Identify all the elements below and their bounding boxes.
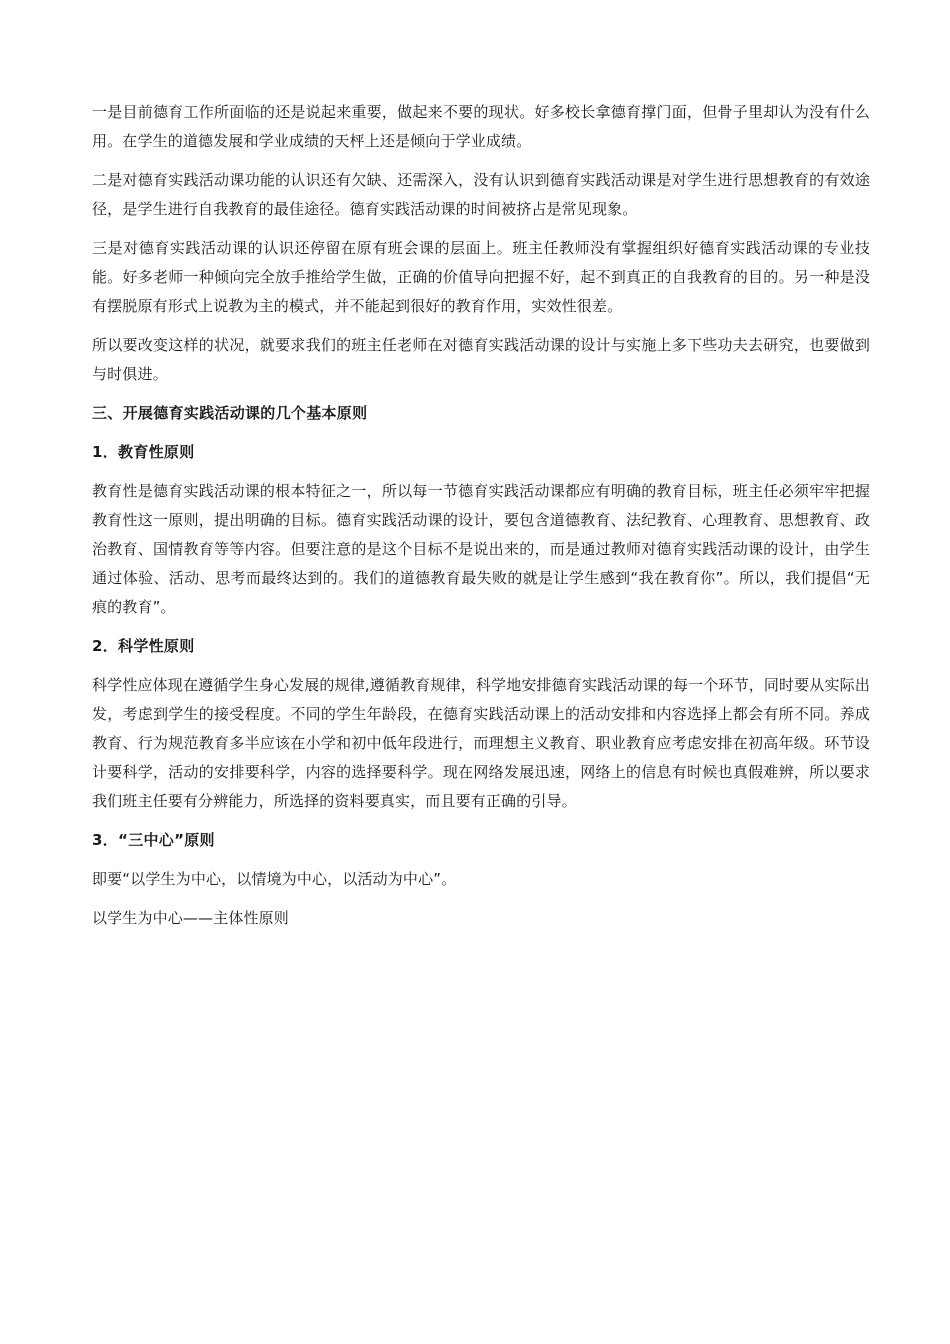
paragraph-5: 教育性是德育实践活动课的根本特征之一，所以每一节德育实践活动课都应有明确的教育目标，班主任必须牢牢把握教育性这一原则，提出明确的目标。德育实践活动课的设计，要包含道德教育、法纪教育、心理教育、思想教育、政治教育、国情教育等等内容。但要注意的是这个目标不是说出来的，而是通过教师对德育实践活动课的设计，由学生通过体验、活动、思考而最终达到的。我们的道德教育最失败的就是让学生感到“我在教育你”。所以，我们提倡“无痕的教育”。: [92, 482, 870, 616]
subheading-3: 3．“三中心”原则: [92, 831, 215, 849]
document-page: [92, 98, 870, 943]
paragraph-8: 以学生为中心——主体性原则: [92, 909, 289, 927]
paragraph-1: 一是目前德育工作所面临的还是说起来重要，做起来不要的现状。好多校长拿德育撑门面，但骨子里却认为没有什么用。在学生的道德发展和学业成绩的天枰上还是倾向于学业成绩。: [92, 103, 870, 150]
section-heading: 三、开展德育实践活动课的几个基本原则: [92, 404, 368, 422]
paragraph-2: 二是对德育实践活动课功能的认识还有欠缺、还需深入，没有认识到德育实践活动课是对学生进行思想教育的有效途径，是学生进行自我教育的最佳途径。德育实践活动课的时间被挤占是常见现象。: [92, 171, 870, 218]
subheading-1: 1．教育性原则: [92, 443, 195, 461]
paragraph-7: 即要“以学生为中心，以情境为中心，以活动为中心”。: [92, 870, 457, 888]
paragraph-3: 三是对德育实践活动课的认识还停留在原有班会课的层面上。班主任教师没有掌握组织好德育实践活动课的专业技能。好多老师一种倾向完全放手推给学生做，正确的价值导向把握不好，起不到真正的自我教育的目的。另一种是没有摆脱原有形式上说教为主的模式，并不能起到很好的教育作用，实效性很差。: [92, 239, 870, 315]
paragraph-6: 科学性应体现在遵循学生身心发展的规律,遵循教育规律，科学地安排德育实践活动课的每一个环节，同时要从实际出发，考虑到学生的接受程度。不同的学生年龄段，在德育实践活动课上的活动安排和内容选择上都会有所不同。养成教育、行为规范教育多半应该在小学和初中低年段进行，而理想主义教育、职业教育应考虑安排在初高年级。环节设计要科学，活动的安排要科学，内容的选择要科学。现在网络发展迅速，网络上的信息有时候也真假难辨，所以要求我们班主任要有分辨能力，所选择的资料要真实，而且要有正确的引导。: [92, 676, 870, 810]
paragraph-4: 所以要改变这样的状况，就要求我们的班主任老师在对德育实践活动课的设计与实施上多下些功夫去研究，也要做到与时俱进。: [92, 336, 870, 383]
subheading-2: 2．科学性原则: [92, 637, 195, 655]
